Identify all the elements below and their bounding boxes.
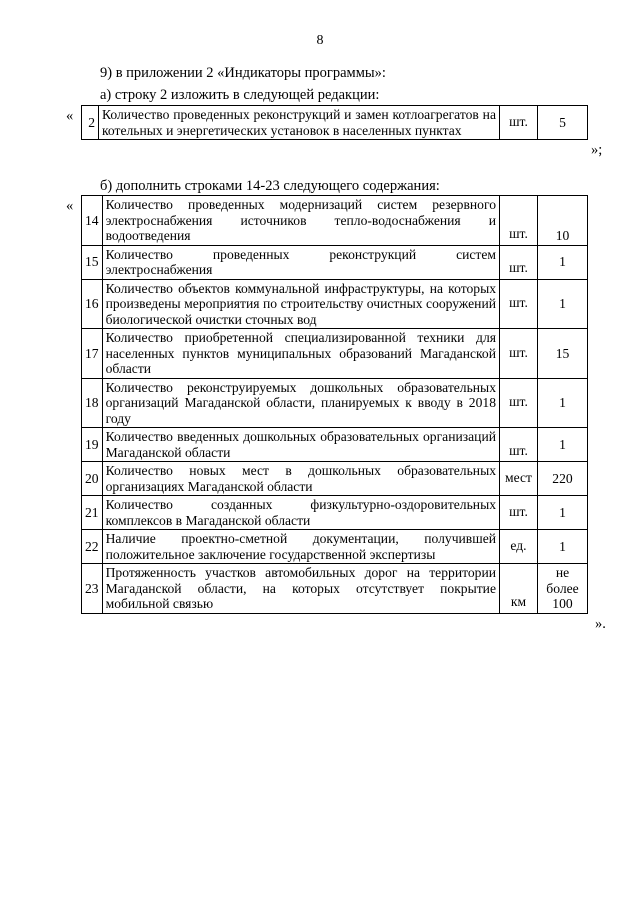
table-row <box>82 530 588 564</box>
quote-close-a: »; <box>591 142 603 158</box>
subitem-b-heading: б) дополнить строками 14-23 следующего содержания: <box>100 178 440 194</box>
row-description: Количество объектов коммунальной инфраструктуры, на которых произведены мероприятия по строительству очистных сооружений биологической очистки сточных вод <box>102 279 499 329</box>
row-description: Количество приобретенной специализированной техники для населенных пунктов муниципальных образований Магаданской области <box>102 329 499 379</box>
row-description: Количество новых мест в дошкольных образовательных организациях Магаданской области <box>102 462 499 496</box>
row-description: Наличие проектно-сметной документации, получившей положительное заключение государственной экспертизы <box>102 530 499 564</box>
row-number: 17 <box>82 329 103 379</box>
row-description: Количество проведенных модернизаций систем резервного электроснабжения источников тепло-водоснабжения и водоотведения <box>102 196 499 246</box>
row-number: 18 <box>82 378 103 428</box>
table-row <box>82 496 588 530</box>
table-row <box>82 329 588 379</box>
row-number: 19 <box>82 428 103 462</box>
row-number: 2 <box>82 106 99 140</box>
row-unit: шт. <box>500 378 538 428</box>
row-value: 5 <box>538 106 588 140</box>
row-value-line: не <box>555 565 570 580</box>
row-number: 20 <box>82 462 103 496</box>
table-row <box>82 279 588 329</box>
row-number: 22 <box>82 530 103 564</box>
row-unit: шт. <box>500 428 538 462</box>
table-row <box>82 564 588 614</box>
row-value: 15 <box>538 329 588 379</box>
item-9-heading: 9) в приложении 2 «Индикаторы программы»: <box>100 65 386 81</box>
row-unit: ед. <box>500 530 538 564</box>
row-value <box>538 564 588 614</box>
row-unit: км <box>500 564 538 614</box>
quote-close-b: ». <box>595 616 606 632</box>
row-description: Количество созданных физкультурно-оздоровительных комплексов в Магаданской области <box>102 496 499 530</box>
row-2-table <box>81 105 588 140</box>
quote-open-a: « <box>66 108 74 124</box>
table-row <box>82 196 588 246</box>
row-value: 10 <box>538 196 588 246</box>
row-value: 220 <box>538 462 588 496</box>
row-value: 1 <box>538 496 588 530</box>
row-number: 21 <box>82 496 103 530</box>
row-description: Количество введенных дошкольных образовательных организаций Магаданской области <box>102 428 499 462</box>
row-value: 1 <box>538 428 588 462</box>
row-description: Количество проведенных реконструкций систем электроснабжения <box>102 245 499 279</box>
row-description: Количество реконструируемых дошкольных образовательных организаций Магаданской области, планируемых к вводу в 2018 году <box>102 378 499 428</box>
row-description: Количество проведенных реконструкций и замен котлоагрегатов на котельных и энергетических установок в населенных пунктах <box>99 106 500 140</box>
row-unit: шт. <box>500 329 538 379</box>
row-number: 23 <box>82 564 103 614</box>
table-row <box>82 106 588 140</box>
row-value: 1 <box>538 530 588 564</box>
row-description: Протяженность участков автомобильных дорог на территории Магаданской области, на которых отсутствует покрытие мобильной связью <box>102 564 499 614</box>
page-number: 8 <box>316 33 324 48</box>
row-value-line: 100 <box>552 596 573 611</box>
row-number: 16 <box>82 279 103 329</box>
row-value-line: более <box>546 580 579 596</box>
row-value: 1 <box>538 378 588 428</box>
table-row <box>82 378 588 428</box>
quote-open-b: « <box>66 198 74 214</box>
row-number: 14 <box>82 196 103 246</box>
row-unit: шт. <box>500 106 538 140</box>
row-unit: шт. <box>500 496 538 530</box>
rows-14-23-table <box>81 195 588 614</box>
row-unit: мест <box>500 462 538 496</box>
row-unit: шт. <box>500 196 538 246</box>
table-row <box>82 245 588 279</box>
table-row <box>82 428 588 462</box>
row-unit: шт. <box>500 279 538 329</box>
subitem-a-heading: а) строку 2 изложить в следующей редакции: <box>100 87 380 103</box>
table-row <box>82 462 588 496</box>
row-value: 1 <box>538 279 588 329</box>
row-value: 1 <box>538 245 588 279</box>
row-number: 15 <box>82 245 103 279</box>
row-unit: шт. <box>500 245 538 279</box>
